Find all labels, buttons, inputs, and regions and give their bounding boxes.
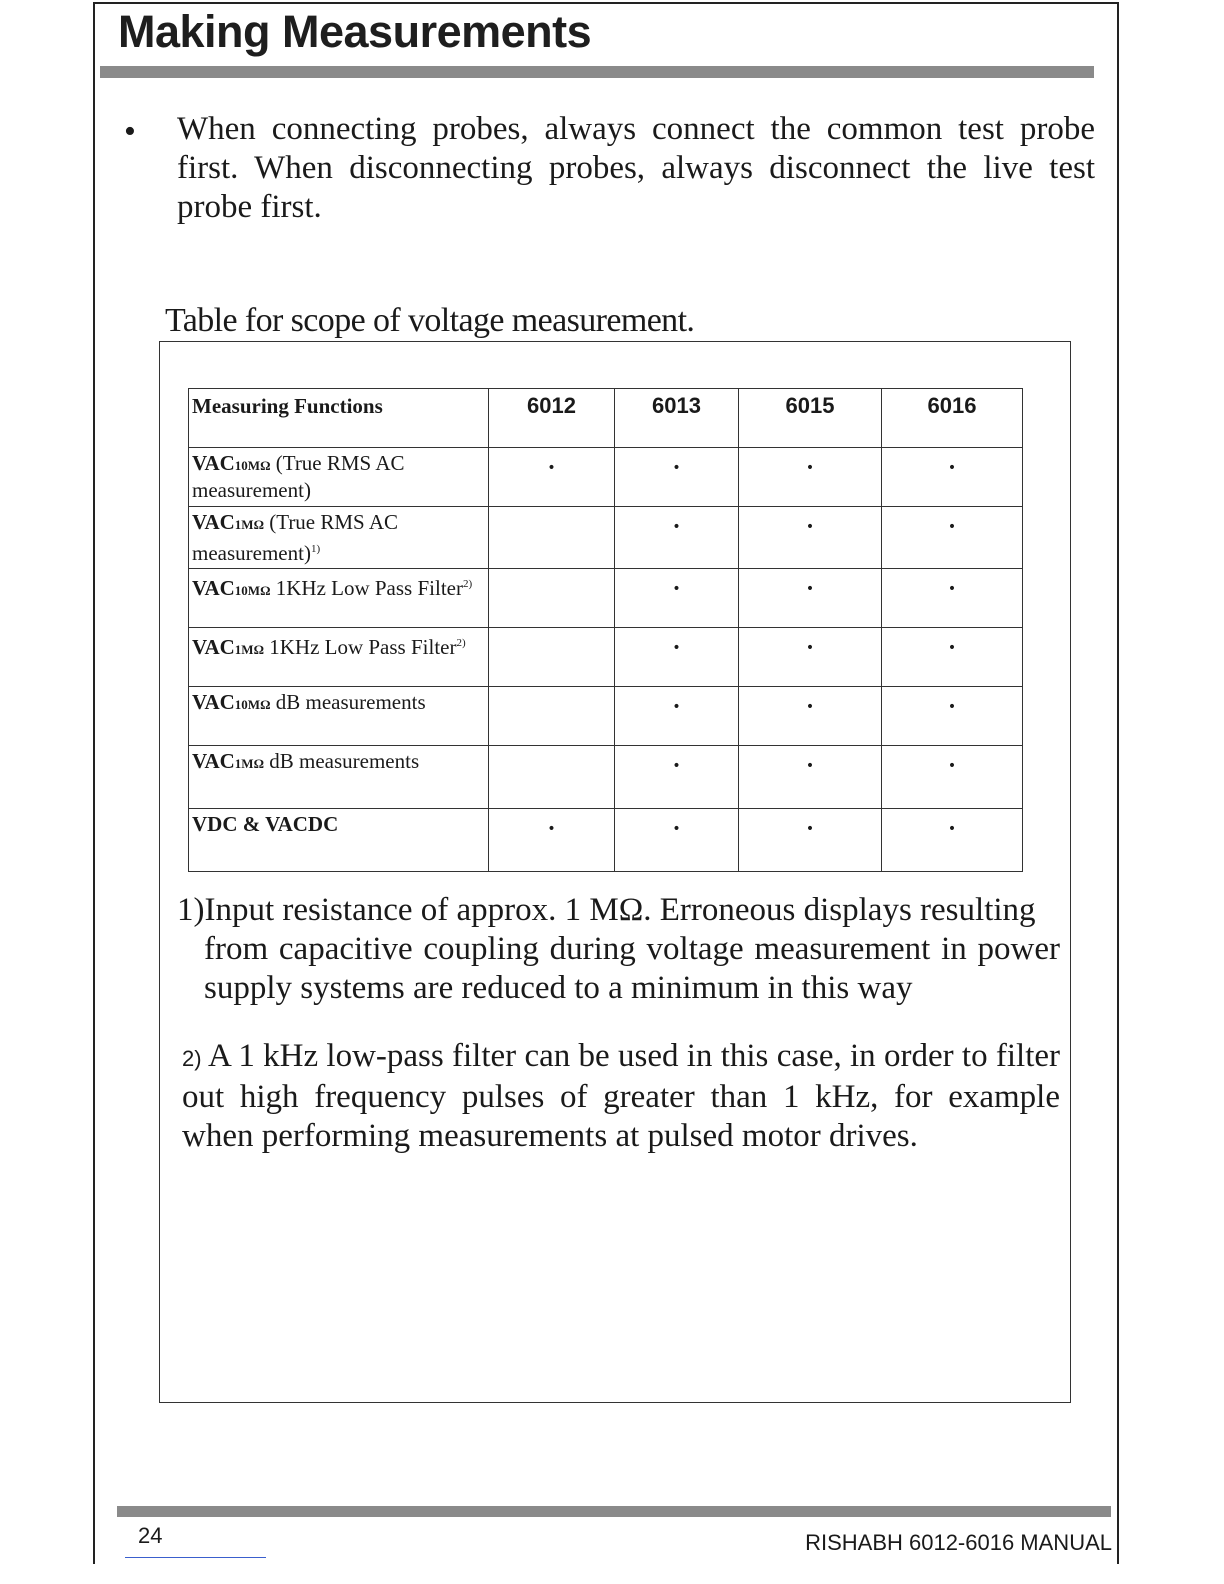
supported-dot-icon: • <box>947 519 957 535</box>
function-impedance: 1MΩ <box>234 517 264 532</box>
function-impedance: 1MΩ <box>234 756 264 771</box>
function-description: (True RMS AC measurement) <box>192 451 405 502</box>
support-cell <box>882 809 1023 872</box>
supported-dot-icon: • <box>805 519 815 535</box>
footnote-ref: 2) <box>462 578 473 590</box>
support-cell <box>882 687 1023 746</box>
supported-dot-icon: • <box>547 821 556 837</box>
function-name: VAC <box>192 451 235 475</box>
function-description: dB measurements <box>263 749 420 773</box>
table-caption: Table for scope of voltage measurement. <box>165 302 695 339</box>
footnote-2-label: 2) <box>182 1046 202 1071</box>
page-title: Making Measurements <box>118 6 592 57</box>
title-rule <box>100 66 1094 78</box>
table-row <box>189 628 1023 687</box>
table-row <box>189 809 1023 872</box>
function-description: 1KHz Low Pass Filter <box>270 576 463 600</box>
measuring-function-cell <box>189 448 489 507</box>
header-measuring-functions: Measuring Functions <box>189 389 489 448</box>
function-impedance: 10MΩ <box>234 583 271 598</box>
table-row <box>189 448 1023 507</box>
support-cell <box>489 687 615 746</box>
table-header-row <box>189 389 1023 448</box>
supported-dot-icon: • <box>805 640 815 656</box>
support-cell <box>739 628 882 687</box>
supported-dot-icon: • <box>947 460 957 476</box>
support-cell <box>615 569 739 628</box>
supported-dot-icon: • <box>672 821 681 837</box>
footnote-1-label: 1) <box>177 892 205 928</box>
function-description: 1KHz Low Pass Filter <box>263 635 457 659</box>
function-name: VAC <box>192 749 235 773</box>
supported-dot-icon: • <box>805 460 815 476</box>
supported-dot-icon: • <box>947 581 957 597</box>
support-cell <box>489 809 615 872</box>
table-row <box>189 746 1023 809</box>
footnote-ref: 2) <box>456 637 466 649</box>
measuring-function-cell <box>189 569 489 628</box>
support-cell <box>882 507 1023 569</box>
support-cell <box>489 448 615 507</box>
function-description: (True RMS AC measurement) <box>192 510 399 565</box>
function-name: VAC <box>192 576 235 600</box>
header-6015: 6015 <box>739 389 882 448</box>
function-impedance: 1MΩ <box>234 642 264 657</box>
manual-title: RISHABH 6012-6016 MANUAL <box>805 1530 1112 1555</box>
support-cell <box>615 746 739 809</box>
support-cell <box>615 809 739 872</box>
header-6013: 6013 <box>615 389 739 448</box>
support-cell <box>882 746 1023 809</box>
footnote-1 <box>177 891 1060 1008</box>
support-cell <box>489 628 615 687</box>
support-cell <box>615 628 739 687</box>
supported-dot-icon: • <box>805 699 815 715</box>
footnote-ref: 1) <box>310 543 321 555</box>
support-cell <box>615 507 739 569</box>
measuring-function-cell <box>189 687 489 746</box>
support-cell <box>739 809 882 872</box>
footnote-1-first-line: Input resistance of approx. 1 MΩ. Erroneous displays resulting <box>204 892 1036 928</box>
table-row <box>189 569 1023 628</box>
footnote-2 <box>182 1037 1060 1156</box>
supported-dot-icon: • <box>672 699 681 715</box>
support-cell <box>882 628 1023 687</box>
supported-dot-icon: • <box>805 581 815 597</box>
page-number-underline <box>125 1557 266 1558</box>
support-cell <box>739 746 882 809</box>
measuring-function-cell <box>189 507 489 569</box>
supported-dot-icon: • <box>947 758 957 774</box>
intro-paragraph: When connecting probes, always connect the common test probe first. When disconnecting probes, always disconnect the live test probe first. <box>177 111 1095 225</box>
supported-dot-icon: • <box>672 640 681 656</box>
support-cell <box>739 448 882 507</box>
function-name: VDC & VACDC <box>192 812 339 836</box>
function-impedance: 10MΩ <box>234 697 271 712</box>
support-cell <box>615 448 739 507</box>
supported-dot-icon: • <box>805 758 815 774</box>
supported-dot-icon: • <box>947 821 957 837</box>
function-description: dB measurements <box>270 690 426 714</box>
supported-dot-icon: • <box>805 821 815 837</box>
function-impedance: 10MΩ <box>234 458 271 473</box>
support-cell <box>882 448 1023 507</box>
page-number: 24 <box>138 1523 163 1548</box>
support-cell <box>882 569 1023 628</box>
bullet-icon: • <box>124 113 136 150</box>
table-body <box>189 448 1023 872</box>
support-cell <box>739 569 882 628</box>
header-6016: 6016 <box>882 389 1023 448</box>
supported-dot-icon: • <box>947 699 957 715</box>
footnote-2-text: A 1 kHz low-pass filter can be used in this case, in order to filter out high frequency pulses of greater than 1 kHz, for example when performing measurements at pulsed motor drives. <box>182 1038 1060 1154</box>
supported-dot-icon: • <box>947 640 957 656</box>
function-name: VAC <box>192 510 235 534</box>
function-name: VAC <box>192 635 235 659</box>
supported-dot-icon: • <box>672 758 681 774</box>
scope-table <box>188 388 1023 872</box>
supported-dot-icon: • <box>547 460 556 476</box>
table-row <box>189 687 1023 746</box>
support-cell <box>489 569 615 628</box>
support-cell <box>489 507 615 569</box>
supported-dot-icon: • <box>672 519 681 535</box>
supported-dot-icon: • <box>672 460 681 476</box>
measuring-function-cell <box>189 809 489 872</box>
footer-rule <box>117 1506 1111 1517</box>
supported-dot-icon: • <box>672 581 681 597</box>
table-row <box>189 507 1023 569</box>
support-cell <box>739 507 882 569</box>
measuring-function-cell <box>189 746 489 809</box>
support-cell <box>489 746 615 809</box>
function-name: VAC <box>192 690 235 714</box>
support-cell <box>739 687 882 746</box>
footnote-1-rest: from capacitive coupling during voltage measurement in power supply systems are reduced to a minimum in this way <box>204 931 1060 1006</box>
support-cell <box>615 687 739 746</box>
header-6012: 6012 <box>489 389 615 448</box>
measuring-function-cell <box>189 628 489 687</box>
